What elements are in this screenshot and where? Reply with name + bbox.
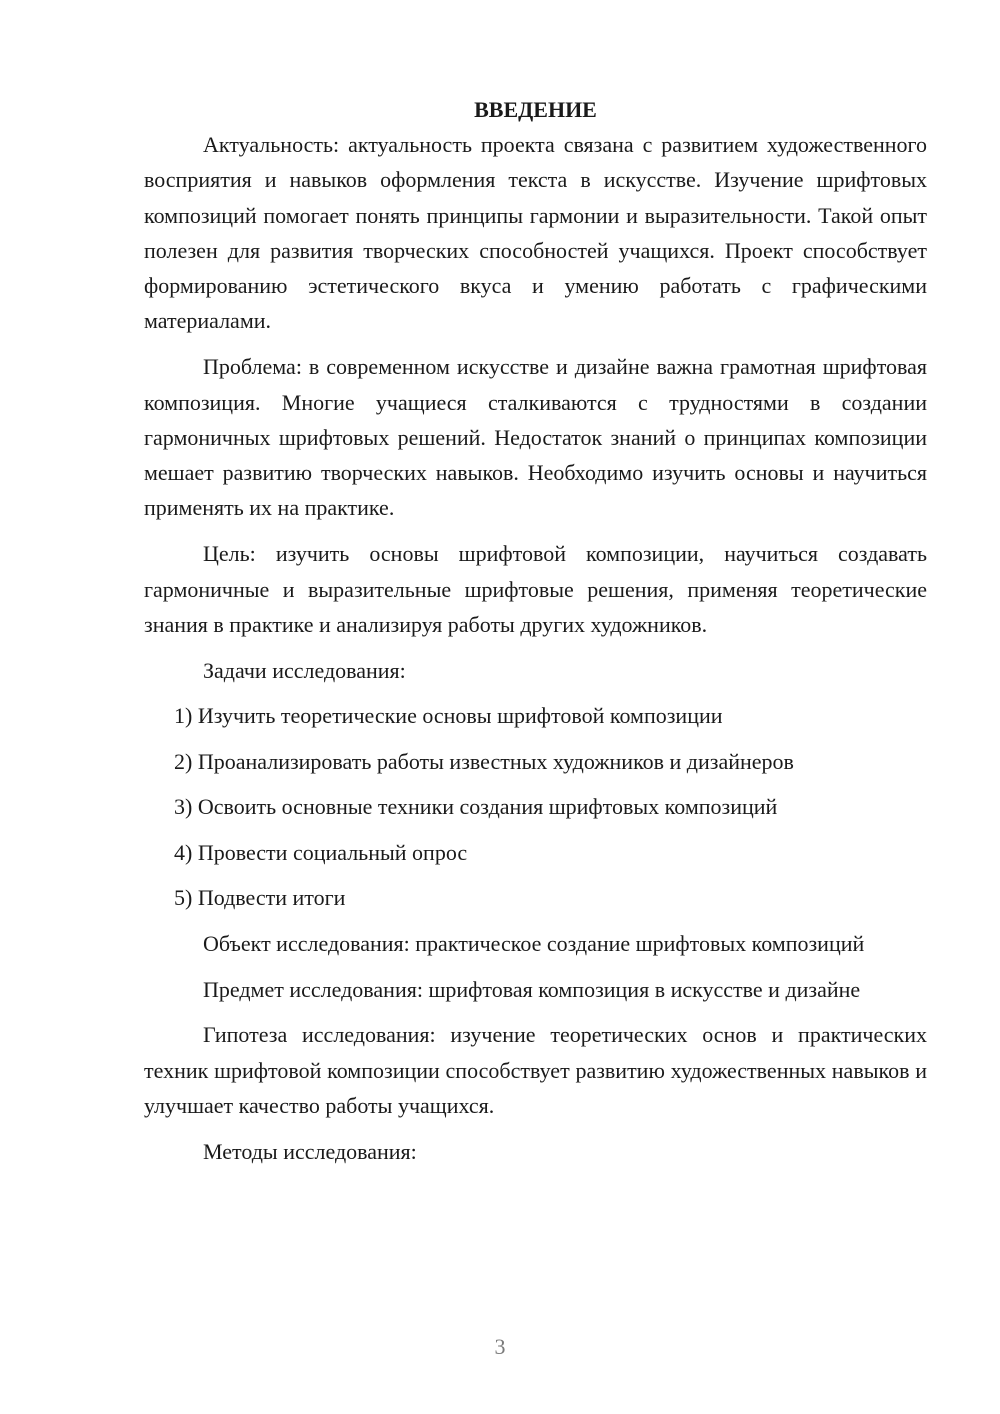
subject-paragraph: Предмет исследования: шрифтовая композиция в искусстве и дизайне <box>203 976 861 1002</box>
document-page <box>144 92 927 1180</box>
tasks-title: Задачи исследования: <box>203 657 406 683</box>
task-item: 3) Освоить основные техники создания шрифтовых композиций <box>174 794 778 820</box>
page-number: 3 <box>494 1334 506 1359</box>
task-item: 4) Провести социальный опрос <box>174 839 468 865</box>
relevance-paragraph: Актуальность: актуальность проекта связана с развитием художественного восприятия и навыков оформления текста в искусстве. Изучение шрифтовых композиций помогает понять принципы гармонии и выразительности. Такой опыт полезен для развития творческих способностей учащихся. Проект способствует формированию эстетического вкуса и умению работать с графическими материалами. <box>144 132 927 334</box>
section-heading: ВВЕДЕНИЕ <box>474 97 597 122</box>
hypothesis-paragraph: Гипотеза исследования: изучение теоретических основ и практических техник шрифтовой композиции способствует развитию художественных навыков и улучшает качество работы учащихся. <box>144 1022 927 1119</box>
methods-title: Методы исследования: <box>203 1138 417 1164</box>
task-item: 2) Проанализировать работы известных художников и дизайнеров <box>174 748 794 774</box>
object-paragraph: Объект исследования: практическое создание шрифтовых композиций <box>203 930 865 956</box>
task-item: 5) Подвести итоги <box>174 885 346 911</box>
goal-paragraph: Цель: изучить основы шрифтовой композиции, научиться создавать гармоничные и выразительные шрифтовые решения, применяя теоретические знания в практике и анализируя работы других художников. <box>144 541 927 637</box>
tasks-list <box>144 698 927 915</box>
problem-paragraph: Проблема: в современном искусстве и дизайне важна грамотная шрифтовая композиция. Многие учащиеся сталкиваются с трудностями в создании гармоничных шрифтовых решений. Недостаток знаний о принципах композиции мешает развитию творческих навыков. Необходимо изучить основы и научиться применять их на практике. <box>144 354 927 521</box>
task-item: 1) Изучить теоретические основы шрифтовой композиции <box>174 703 723 729</box>
